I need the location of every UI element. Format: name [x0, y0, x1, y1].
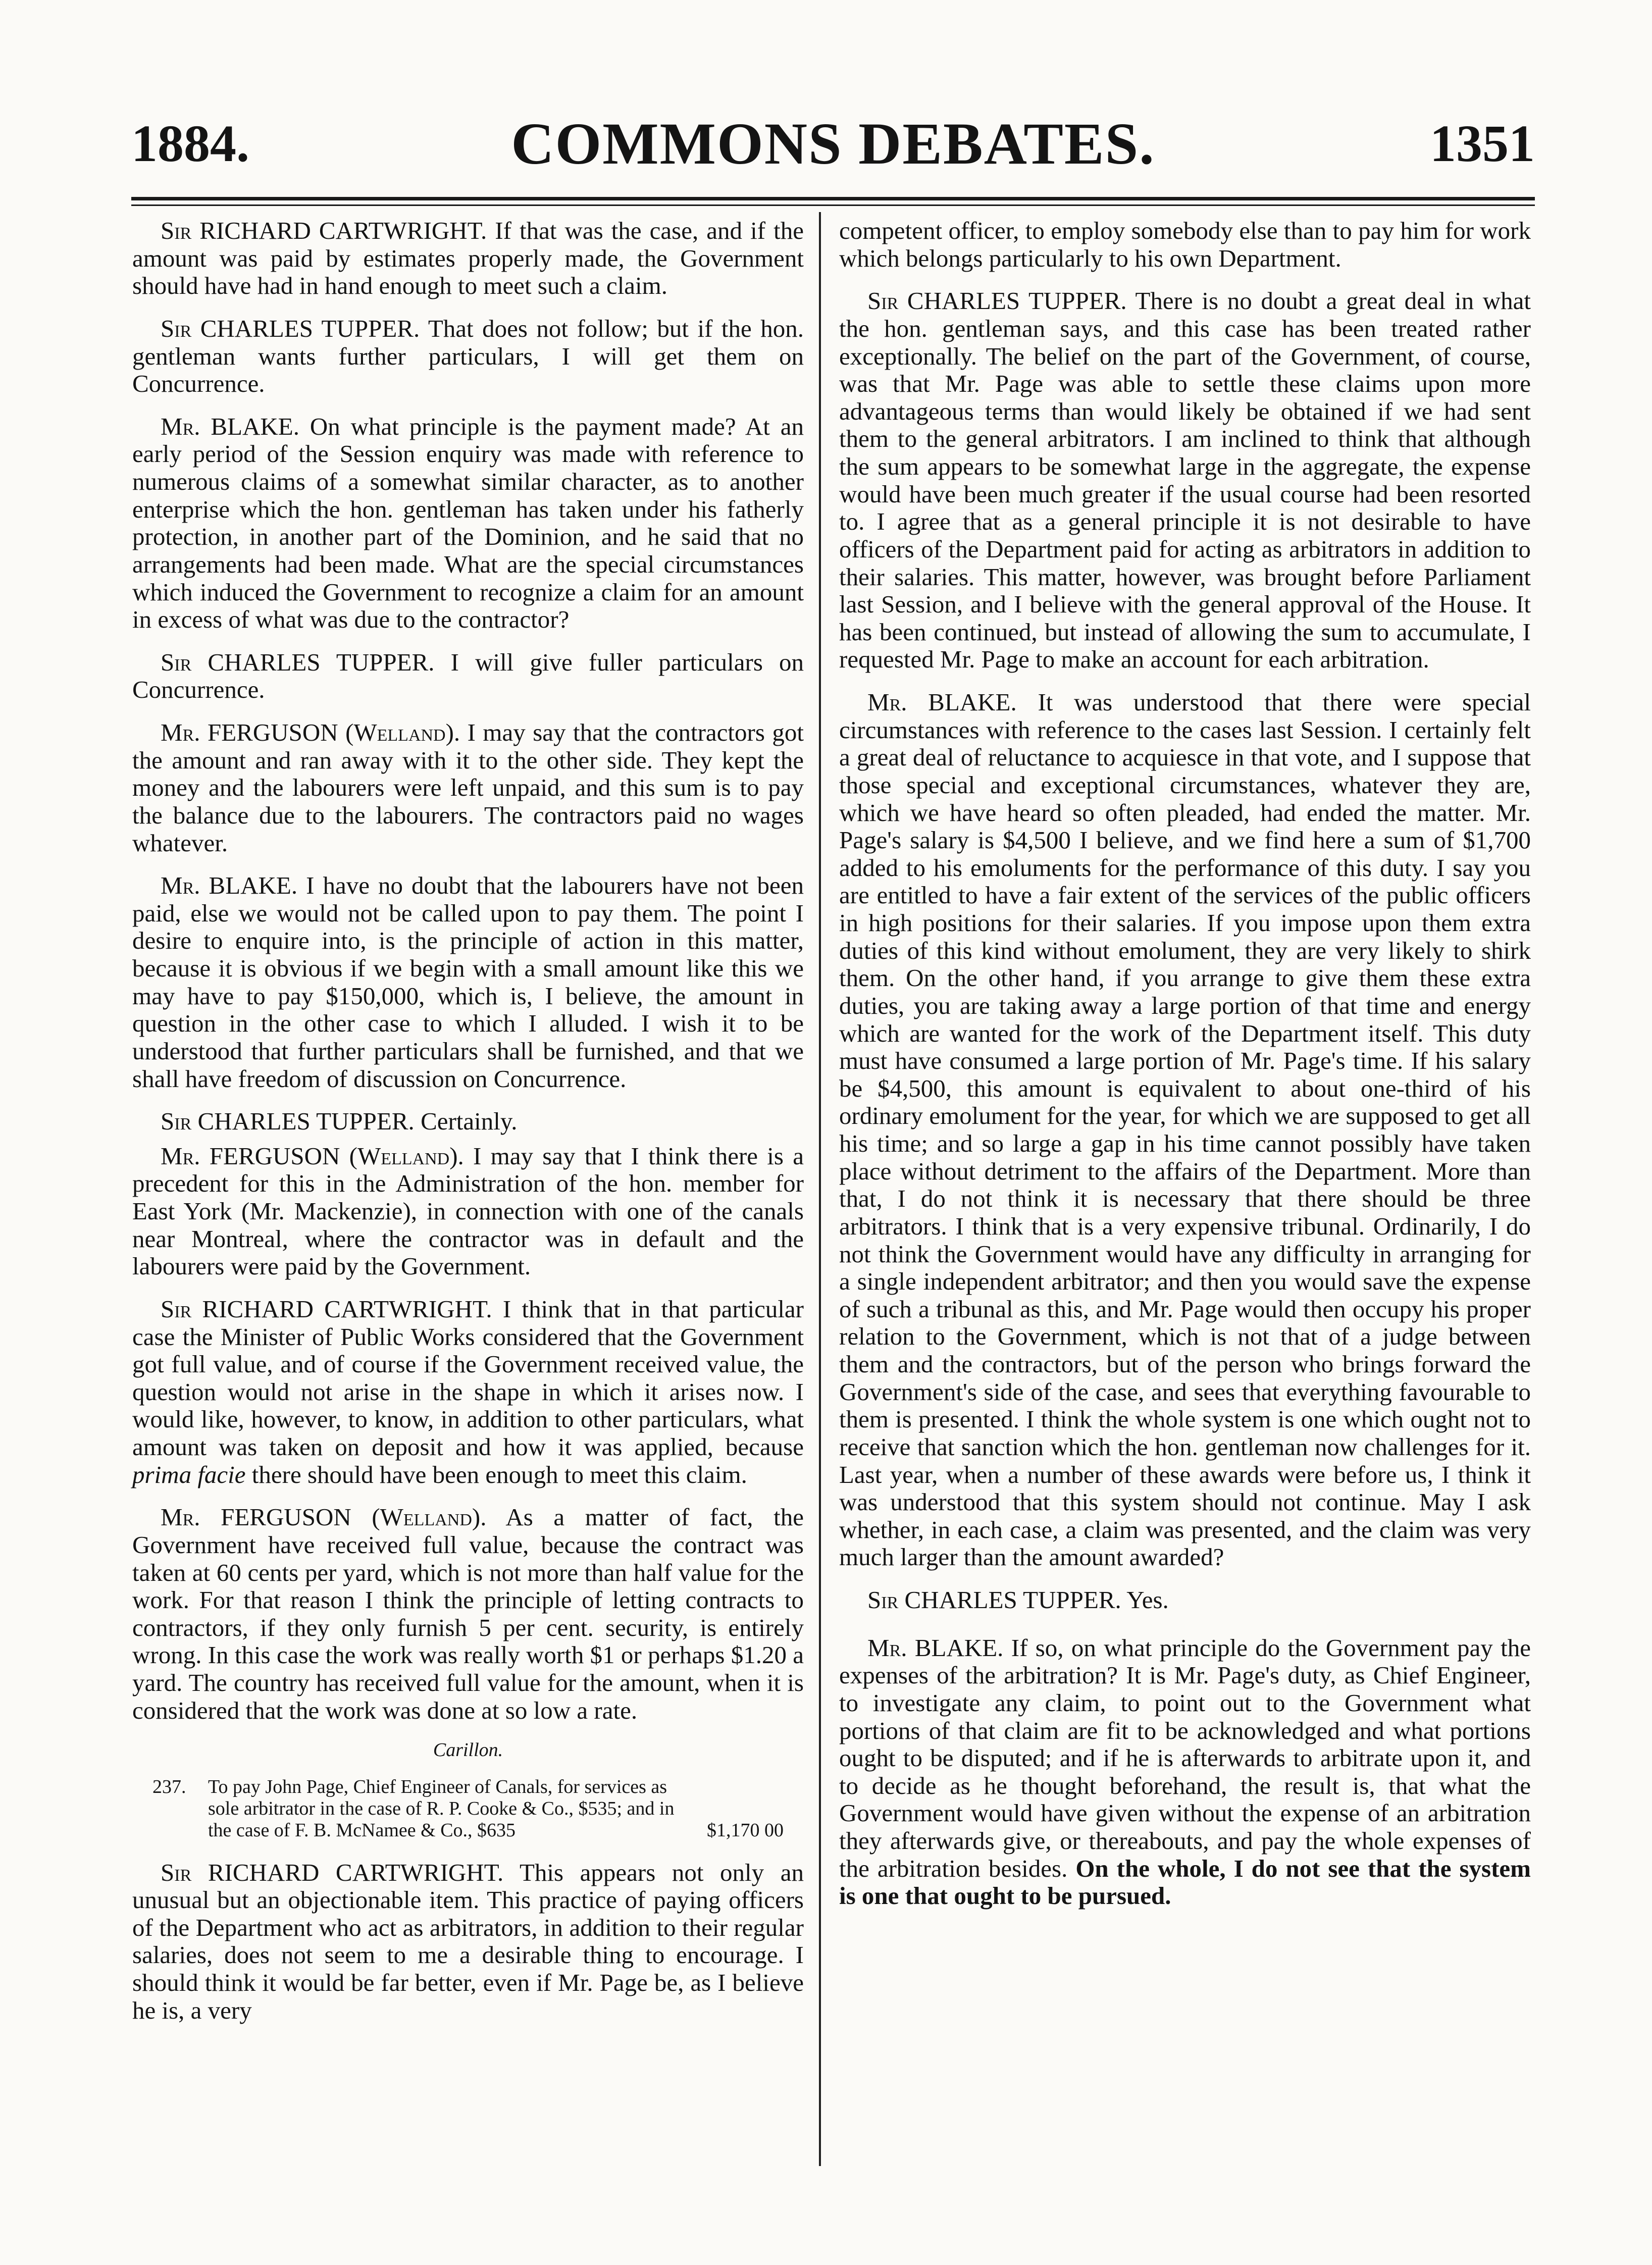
speech-text: Yes. — [1126, 1586, 1169, 1614]
speech-text: That does not follow; but if the hon. gentleman wants further particulars, I will get them on Concurrence. — [132, 314, 804, 398]
speaker-name: Sir RICHARD CARTWRIGHT. — [161, 1295, 492, 1323]
speech-text-tail: there should have been enough to meet this claim. — [251, 1460, 747, 1488]
speech-text: Certainly. — [421, 1107, 518, 1136]
speech-paragraph — [132, 649, 804, 704]
speaker-name: Sir RICHARD CARTWRIGHT. — [161, 217, 487, 244]
speech-paragraph — [132, 1108, 804, 1136]
speaker-name: Mr. FERGUSON (Welland). — [161, 1142, 464, 1170]
header-rule — [131, 197, 1535, 200]
speech-continuation — [839, 217, 1531, 272]
speech-text: I may say that I think there is a precedent for this in the Administration of the hon. member for East York (Mr. Mackenzie), in connection with one of the canals near Montreal, where the contractor was in default and the labourers were paid by the Government. — [132, 1142, 804, 1280]
header-year: 1884. — [131, 115, 249, 173]
speech-paragraph — [132, 315, 804, 398]
speech-paragraph — [132, 719, 804, 857]
speaker-name: Mr. BLAKE. — [161, 871, 298, 900]
speech-text: I may say that the contractors got the amount and ran away with it to the other side. They kept the money and the labourers were left unpaid, and this sum is to pay the balance due to the labourers. The contractors paid no wages whatever. — [132, 718, 804, 857]
speaker-name: Sir CHARLES TUPPER. — [161, 314, 420, 342]
estimate-item — [132, 1776, 804, 1842]
speaker-name: Mr. BLAKE. — [161, 412, 299, 440]
speaker-name: Sir CHARLES TUPPER. — [161, 648, 435, 676]
page-number: 1351 — [1430, 115, 1535, 173]
speech-paragraph — [132, 1504, 804, 1724]
speech-paragraph — [132, 1296, 804, 1488]
item-description: To pay John Page, Chief Engineer of Canals, for services as sole arbitrator in the case of R. P. Cooke & Co., $535; and in the case of F. B. McNamee & Co., $635 — [208, 1776, 675, 1841]
speech-text: On what principle is the payment made? At an early period of the Session enquiry was made with reference to numerous claims of a somewhat similar character, as to another enterprise which the hon. gentleman has taken under his fatherly protection, in another part of the Dominion, and he said that no arrangements had been made. What are the special circumstances which induced the Government to recognize a claim for an amount in excess of what was due to the contractor? — [132, 412, 804, 634]
speech-paragraph — [132, 872, 804, 1093]
speaker-name: Sir CHARLES TUPPER. — [161, 1107, 415, 1136]
journal-title: COMMONS DEBATES. — [511, 111, 1155, 177]
speech-text: There is no doubt a great deal in what the hon. gentleman says, and this case has been treated rather exceptionally. The belief on the part of the Government, of course, was that Mr. Page was able to settle these claims upon more advantageous terms than would likely be obtained if we had sent them to the general arbitrators. I am inclined to think that although the sum appears to be somewhat large in the aggregate, the expense would have been much greater if the usual course had been resorted to. I agree that as a general principle it is not desirable to have officers of the Department paid for acting as arbitrators in addition to their salaries. This matter, however, was brought before Parliament last Session, and I believe with the general approval of the House. It has been continued, but instead of allowing the sum to accumulate, I requested Mr. Page to make an account for each arbitration. — [839, 287, 1531, 674]
latin-phrase: prima facie — [132, 1460, 246, 1488]
column-divider — [819, 212, 821, 2166]
estimate-item-heading: Carillon. — [433, 1739, 503, 1761]
speech-paragraph — [839, 1586, 1531, 1614]
speaker-name: Mr. FERGUSON (Welland). — [161, 718, 460, 746]
speech-paragraph — [839, 689, 1531, 1571]
header-rule-thin — [131, 204, 1535, 206]
speech-text: I have no doubt that the labourers have not been paid, else we would not be called upon to pay them. The point I desire to enquire into, is the principle of action in this matter, because it is obvious if we begin with a small amount like this we may have to pay $150,000, which is, I believe, the amount in question in the other case to which I alluded. I wish it to be understood that further particulars shall be furnished, and that we shall have freedom of discussion on Concurrence. — [132, 871, 804, 1093]
speech-paragraph — [132, 413, 804, 634]
speaker-name: Sir CHARLES TUPPER. — [867, 1586, 1121, 1614]
speaker-name: Sir CHARLES TUPPER. — [867, 287, 1127, 315]
speech-text: This appears not only an unusual but an objectionable item. This practice of paying officers of the Department who act as arbitrators, in addition to their regular salaries, does not seem to me a desirable thing to encourage. I should think it would be far better, even if Mr. Page be, as I believe he is, a very — [132, 1858, 804, 2024]
speech-paragraph — [839, 287, 1531, 674]
speaker-name: Mr. BLAKE. — [867, 688, 1017, 716]
speech-paragraph — [132, 217, 804, 300]
item-number: 237. — [152, 1776, 186, 1797]
page-header — [131, 106, 1535, 182]
speech-text: I think that in that particular case the Minister of Public Works considered that the Government got full value, and of course if the Government received value, the question would not arise in the shape in which it arises now. I would like, however, to know, in addition to other particulars, what amount was taken on deposit and how it was applied, because — [132, 1295, 804, 1461]
speaker-name: Sir RICHARD CARTWRIGHT. — [161, 1858, 504, 1886]
speaker-name: Mr. BLAKE. — [867, 1633, 1004, 1662]
speech-text: As a matter of fact, the Government have received full value, because the contract was taken at 60 cents per yard, which is not more than half value for the work. For that reason I think the principle of letting contracts to contractors, if they only furnish 5 per cent. security, is entirely wrong. In this case the work was really worth $1 or perhaps $1.20 a yard. The country has received full value for the amount, when it is considered that the work was done at so low a rate. — [132, 1503, 804, 1724]
speaker-name: Mr. FERGUSON (Welland). — [161, 1503, 487, 1531]
speech-text: If so, on what principle do the Government pay the expenses of the arbitration? It is Mr. Page's duty, as Chief Engineer, to investigate any claim, to point out to the Government what portions of that claim are fit to be acknowledged and what portions ought to be disputed; and if he is afterwards to arbitrate upon it, and to decide as he thought beforehand, the result is, that what the Government would have given without the expense of an arbitration they afterwards give, or thereabouts, and pay the whole expenses of the arbitration besides. — [839, 1633, 1531, 1882]
speech-paragraph — [132, 1859, 804, 2025]
item-amount: $1,170 00 — [707, 1820, 784, 1841]
left-column — [132, 217, 804, 2039]
speech-text-bold: On the whole, I do not see that the system is one that ought to be pursued. — [839, 1854, 1531, 1910]
speech-text: It was understood that there were special circumstances with reference to the cases last Session. I certainly felt a great deal of reluctance to acquiesce in that vote, and I suppose that those special and exceptional circumstances, whatever they are, which we have heard so often pleaded, had ended the matter. Mr. Page's salary is $4,500 I believe, and we find here a sum of $1,700 added to his emoluments for the performance of this duty. I say you are entitled to have a fair extent of the services of the public officers in high positions for their salaries. If you impose upon them extra duties of this kind without emolument, they are very likely to shirk them. On the other hand, if you arrange to give them these extra duties, you are taking away a large portion of that time and energy which are wanted for the work of the Department itself. This duty must have consumed a large portion of Mr. Page's time. If his salary be $4,500, this amount is equivalent to about one-third of his ordinary emolument for the year, for which we are supposed to get all his time; and so large a gap in his time cannot possibly have taken place without detriment to the affairs of the Department. More than that, I do not think it is necessary that there should be three arbitrators. I think that is a very expensive tribunal. Ordinarily, I do not think the Government would have any difficulty in arranging for a single independent arbitrator; and then you would save the expense of such a tribunal as this, and Mr. Page would then occupy his proper relation to the Government, which is not that of a judge between them and the contractors, but of the person who brings forward the Government's side of the case, and sees that everything favourable to them is presented. I think the whole system is one which ought not to receive that sanction which the hon. gentleman now challenges for it. Last year, when a number of these awards were before us, I think it was understood that this system should not continue. May I ask whether, in each case, a claim was presented, and the claim was very much larger than the amount awarded? — [839, 688, 1531, 1571]
speech-text: If that was the case, and if the amount was paid by estimates properly made, the Government should have had in hand enough to meet such a claim. — [132, 217, 804, 300]
speech-paragraph — [132, 1143, 804, 1280]
speech-text: I will give fuller particulars on Concurrence. — [132, 648, 804, 704]
right-column — [839, 217, 1531, 1925]
speech-paragraph — [839, 1634, 1531, 1910]
speech-text: competent officer, to employ somebody else than to pay him for work which belongs particularly to his own Department. — [839, 217, 1531, 272]
